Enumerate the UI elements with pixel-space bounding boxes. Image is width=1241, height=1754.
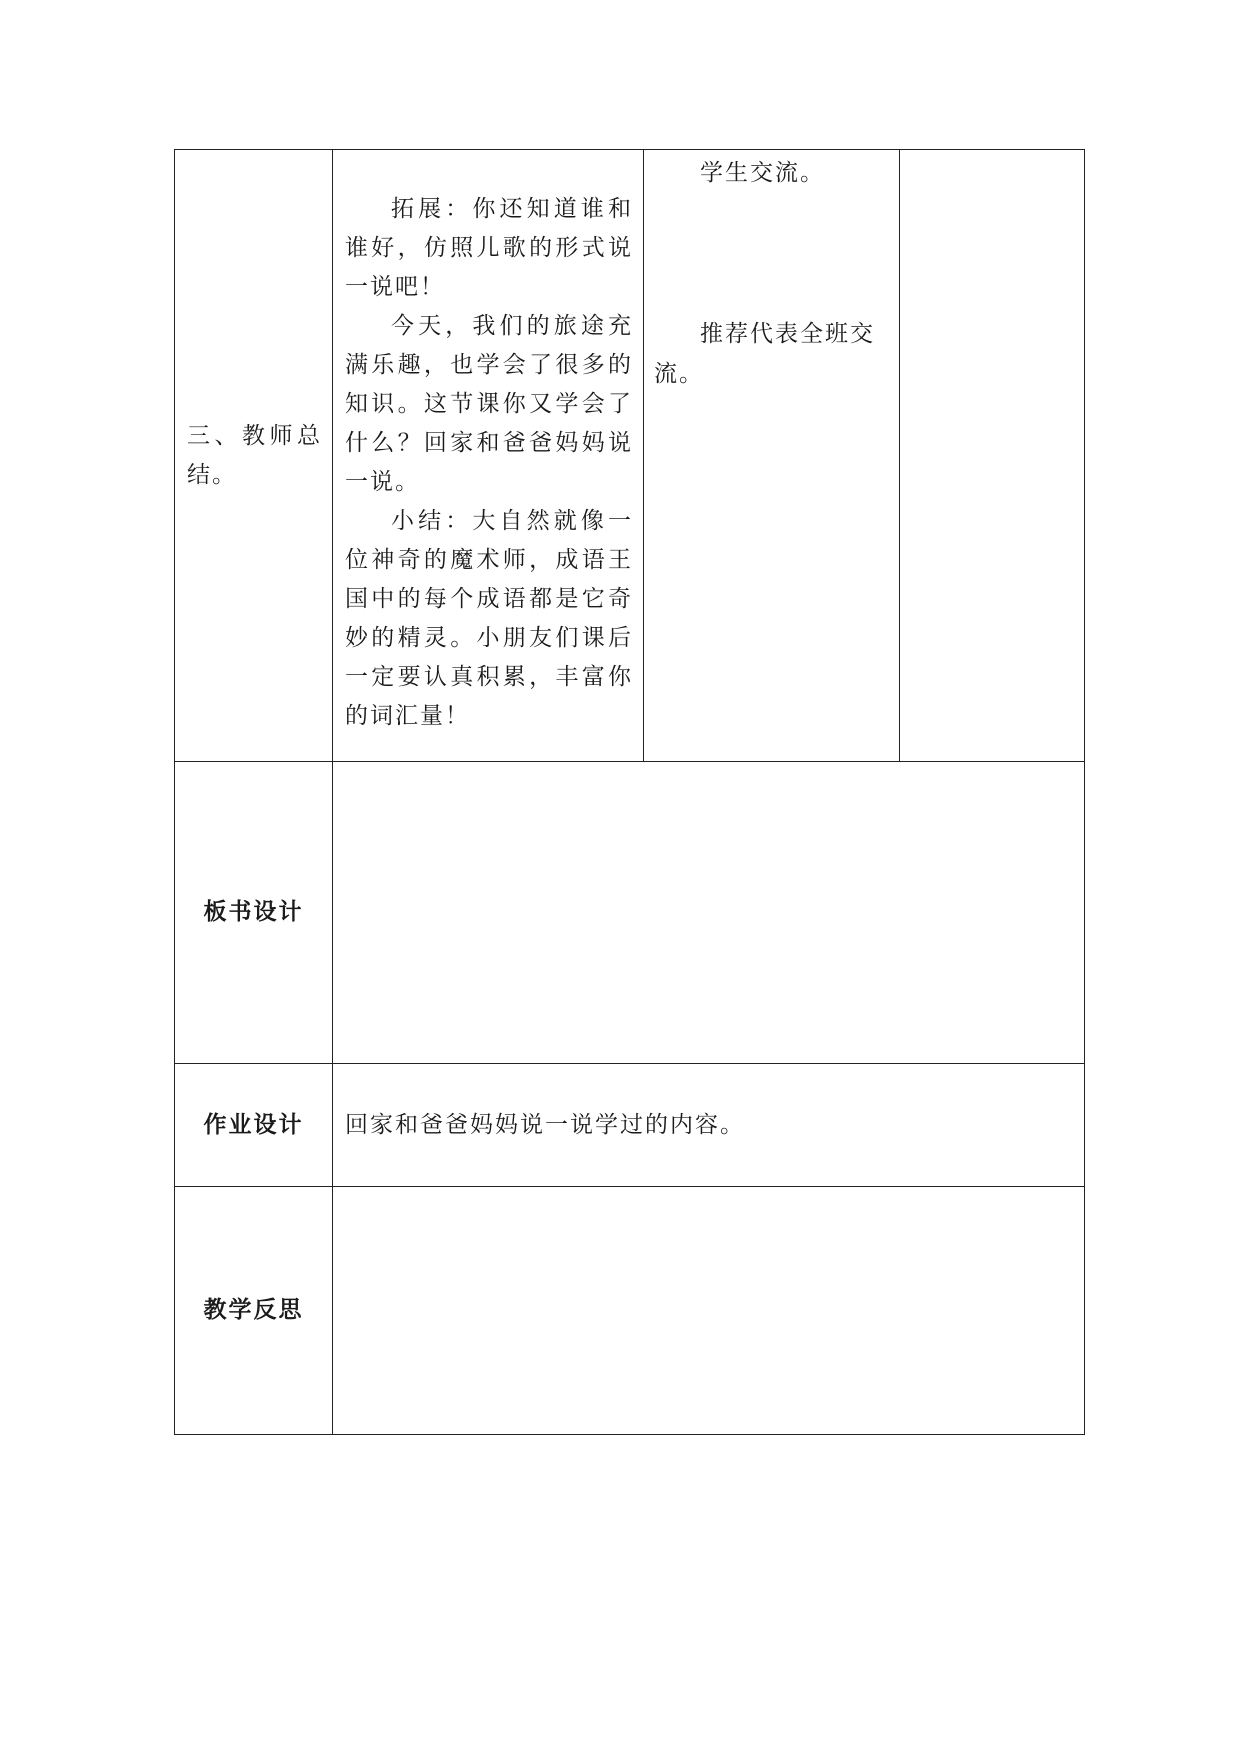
extension-paragraph: 拓展：你还知道谁和谁好，仿照儿歌的形式说一说吧！ (345, 196, 633, 300)
teaching-reflection-content (333, 1187, 1085, 1435)
recap-paragraph: 今天，我们的旅途充满乐趣，也学会了很多的知识。这节课你又学会了什么？回家和爸爸妈妈说一说。 (345, 313, 633, 495)
student-activity-2: 推荐代表全班交流。 (654, 321, 875, 387)
student-activity-1: 学生交流。 (700, 160, 825, 186)
student-activity-cell (644, 150, 900, 762)
stage-label: 三、教师总结。 (187, 422, 322, 488)
conclusion-paragraph: 小结：大自然就像一位神奇的魔术师，成语王国中的每个成语都是它奇妙的精灵。小朋友们课后一定要认真积累，丰富你的词汇量！ (345, 508, 633, 729)
notes-cell (900, 150, 1085, 762)
lesson-plan-table (174, 149, 1085, 1435)
board-design-label: 板书设计 (175, 762, 333, 1064)
homework-design-label: 作业设计 (175, 1064, 333, 1187)
homework-design-row (175, 1064, 1085, 1187)
homework-design-content: 回家和爸爸妈妈说一说学过的内容。 (333, 1064, 1085, 1187)
board-design-content (333, 762, 1085, 1064)
teacher-content-cell (333, 150, 644, 762)
board-design-row (175, 762, 1085, 1064)
stage-cell (175, 150, 333, 762)
teaching-reflection-row (175, 1187, 1085, 1435)
teaching-reflection-label: 教学反思 (175, 1187, 333, 1435)
summary-row (175, 150, 1085, 762)
